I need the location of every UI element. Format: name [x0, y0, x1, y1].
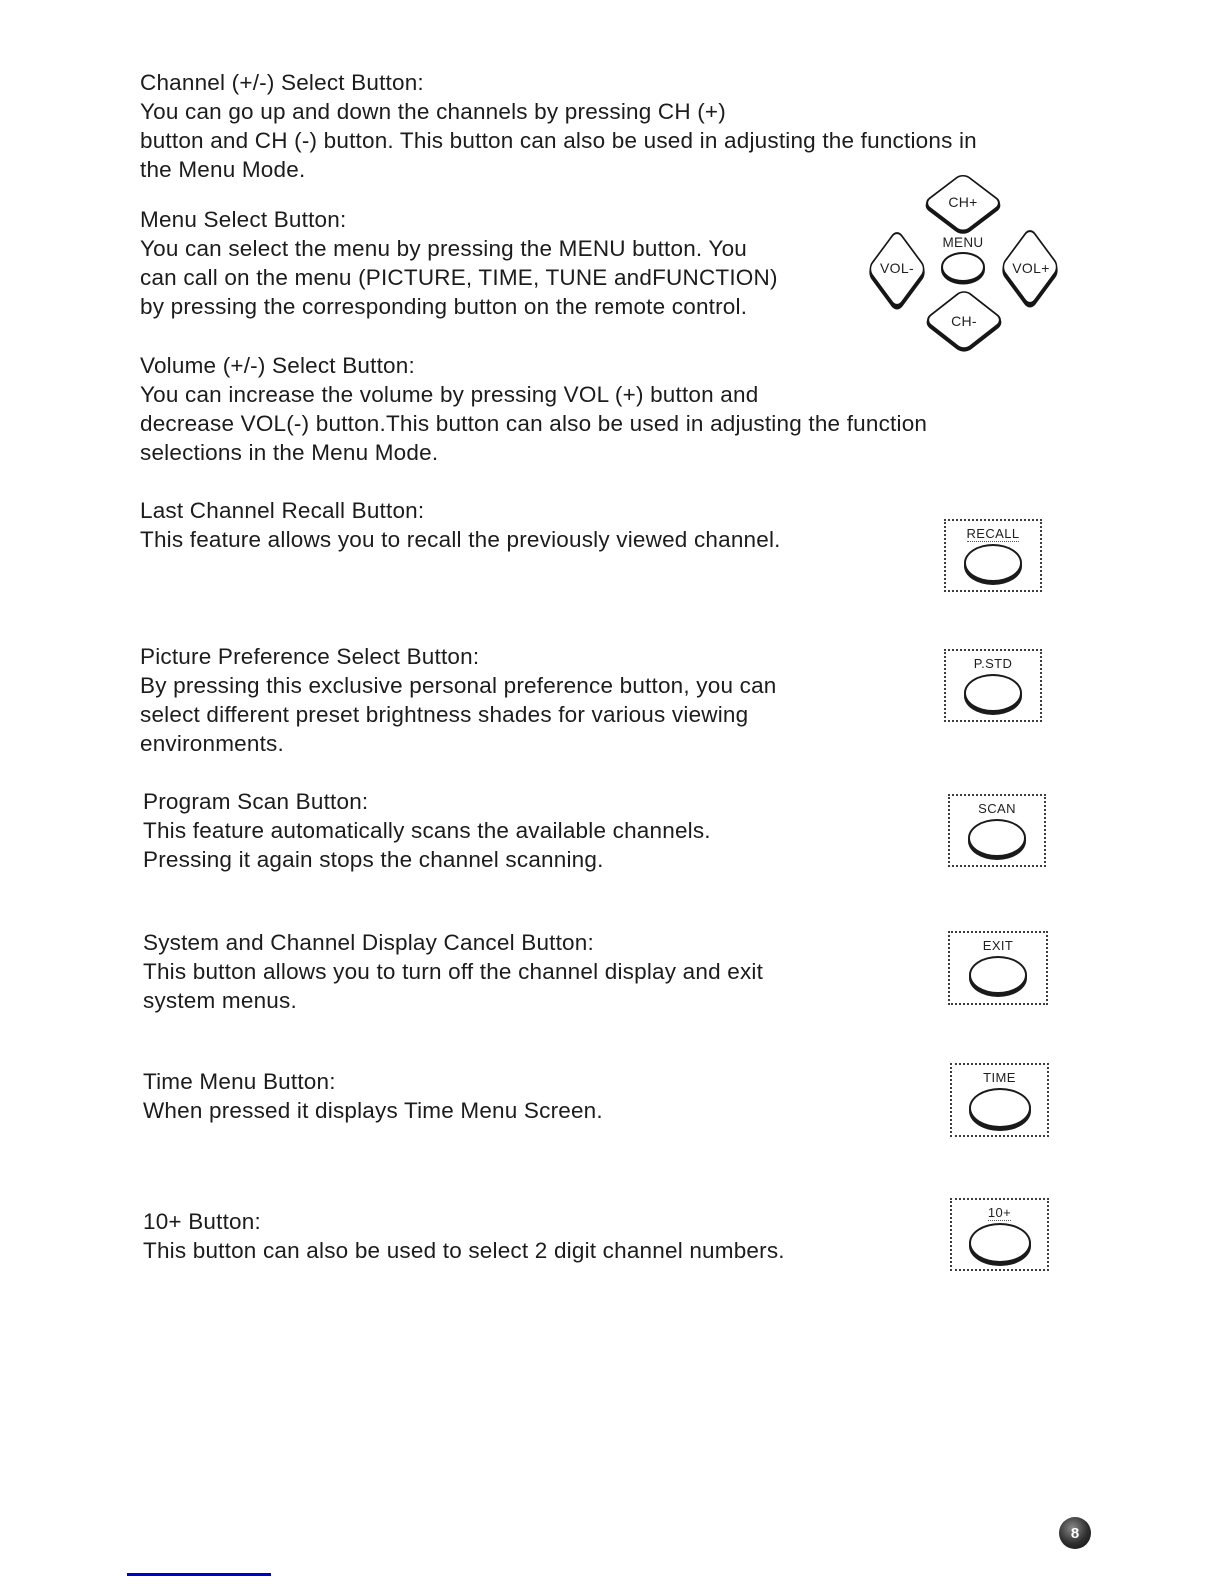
section-line: button and CH (-) button. This button can also be used in adjusting the functions in: [140, 128, 977, 153]
time-button-label: TIME: [983, 1070, 1016, 1085]
exit-button-oval: [969, 956, 1027, 994]
section-volume-select: [140, 351, 927, 467]
section-line: system menus.: [143, 988, 297, 1013]
section-program-scan: [143, 787, 711, 874]
section-heading: 10+ Button:: [143, 1209, 261, 1234]
pstd-button-label: P.STD: [973, 656, 1013, 671]
section-heading: Program Scan Button:: [143, 789, 369, 814]
scan-button-label: SCAN: [978, 801, 1016, 816]
recall-button-label: RECALL: [966, 526, 1020, 541]
section-line: This button can also be used to select 2 digit channel numbers.: [143, 1238, 785, 1263]
section-line: This feature allows you to recall the previously viewed channel.: [140, 527, 781, 552]
section-line: select different preset brightness shades for various viewing: [140, 702, 749, 727]
recall-button-illustration: [944, 519, 1042, 592]
section-line: Pressing it again stops the channel scanning.: [143, 847, 604, 872]
section-time-menu: [143, 1067, 603, 1125]
section-line: You can go up and down the channels by pressing CH (+): [140, 99, 726, 124]
dpad-vol-minus-label: VOL-: [880, 260, 914, 276]
section-menu-select: [140, 205, 778, 321]
ten-plus-button-illustration: [950, 1198, 1049, 1271]
pstd-button-oval: [964, 674, 1022, 712]
section-ten-plus: [143, 1207, 785, 1265]
section-line: decrease VOL(-) button.This button can also be used in adjusting the function: [140, 411, 928, 436]
footer-underline: [127, 1573, 271, 1576]
time-button-illustration: [950, 1063, 1049, 1137]
time-button-oval: [969, 1088, 1031, 1128]
dpad-ch-plus-label: CH+: [948, 194, 978, 210]
section-line: This feature automatically scans the available channels.: [143, 818, 711, 843]
exit-button-label: EXIT: [982, 938, 1014, 953]
section-line: selections in the Menu Mode.: [140, 440, 439, 465]
exit-button-illustration: [948, 931, 1048, 1005]
section-heading: Menu Select Button:: [140, 207, 347, 232]
section-line: environments.: [140, 731, 284, 756]
ten-plus-button-label: 10+: [987, 1205, 1012, 1220]
scan-button-illustration: [948, 794, 1046, 867]
section-line: This button allows you to turn off the channel display and exit: [143, 959, 764, 984]
section-display-cancel: [143, 928, 763, 1015]
section-line: by pressing the corresponding button on the remote control.: [140, 294, 748, 319]
ten-plus-button-oval: [969, 1223, 1031, 1263]
section-line: the Menu Mode.: [140, 157, 306, 182]
section-heading: Last Channel Recall Button:: [140, 498, 425, 523]
section-line: When pressed it displays Time Menu Screen.: [143, 1098, 603, 1123]
dpad-vol-plus-label: VOL+: [1012, 260, 1050, 276]
section-line: can call on the menu (PICTURE, TIME, TUNE andFUNCTION): [140, 265, 778, 290]
section-line: You can increase the volume by pressing VOL (+) button and: [140, 382, 759, 407]
dpad-menu-key: [941, 252, 985, 282]
section-line: You can select the menu by pressing the MENU button. You: [140, 236, 747, 261]
section-last-channel-recall: [140, 496, 781, 554]
section-heading: Picture Preference Select Button:: [140, 644, 480, 669]
section-heading: Volume (+/-) Select Button:: [140, 353, 415, 378]
dpad-menu-label: MENU: [942, 235, 984, 250]
section-heading: Channel (+/-) Select Button:: [140, 70, 424, 95]
section-heading: Time Menu Button:: [143, 1069, 336, 1094]
section-heading: System and Channel Display Cancel Button:: [143, 930, 594, 955]
recall-button-oval: [964, 544, 1022, 582]
section-picture-preference: [140, 642, 777, 758]
dpad-ch-minus-label: CH-: [951, 313, 977, 329]
scan-button-oval: [968, 819, 1026, 857]
section-line: By pressing this exclusive personal preference button, you can: [140, 673, 777, 698]
page-number-badge: [1059, 1517, 1091, 1549]
page-number: 8: [1070, 1524, 1080, 1542]
pstd-button-illustration: [944, 649, 1042, 722]
section-channel-select: [140, 68, 977, 184]
